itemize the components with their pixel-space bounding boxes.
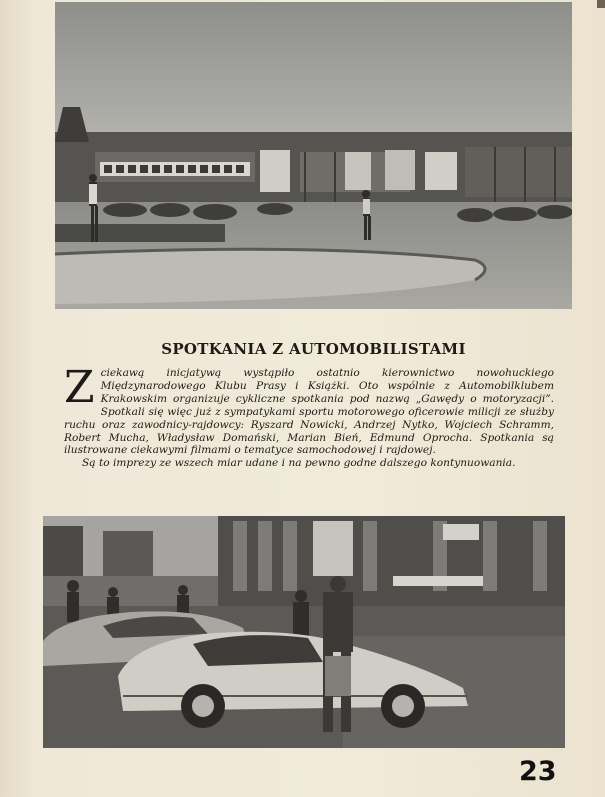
article-paragraph-1-text: ciekawą inicjatywą wystąpiło ostatnio kierownictwo nowohuckiego Międzynarodowego Klubu Prasy i Książki. Oto wspólnie z Automobilklubem Krakowskim organizuje cykliczne spotkania pod nazwą „Gawędy o motoryzacji”. Spotkali się więc już z sympatykami sportu motorowego oficerowie milicji ze służby ruchu oraz zawodnicy-rajdowcy: Ryszard Nowicki, Andrzej Nytko, Wojciech Schramm, Robert Mucha, Władysław Domański, Marian Bień, Edmund Oprocha. Spotkania są ilustrowane ciekawymi filmami o tematyce samochodowej i rajdowej.	[64, 367, 554, 457]
article-paragraph-2: Są to imprezy ze wszech miar udane i na pewno godne dalszego kontynuowania.	[82, 457, 516, 470]
photo-rally-cars-image	[43, 516, 565, 748]
photo-city-square	[55, 2, 572, 309]
page-number: 23	[519, 756, 557, 787]
page-edge-mark	[597, 0, 605, 8]
photo-city-square-image	[55, 2, 572, 309]
article-body	[64, 362, 554, 470]
article-paragraph-1	[64, 362, 554, 457]
article-heading: SPOTKANIA Z AUTOMOBILISTAMI	[161, 340, 466, 358]
photo-rally-cars	[43, 516, 565, 748]
article-dropcap: Z	[64, 362, 95, 413]
